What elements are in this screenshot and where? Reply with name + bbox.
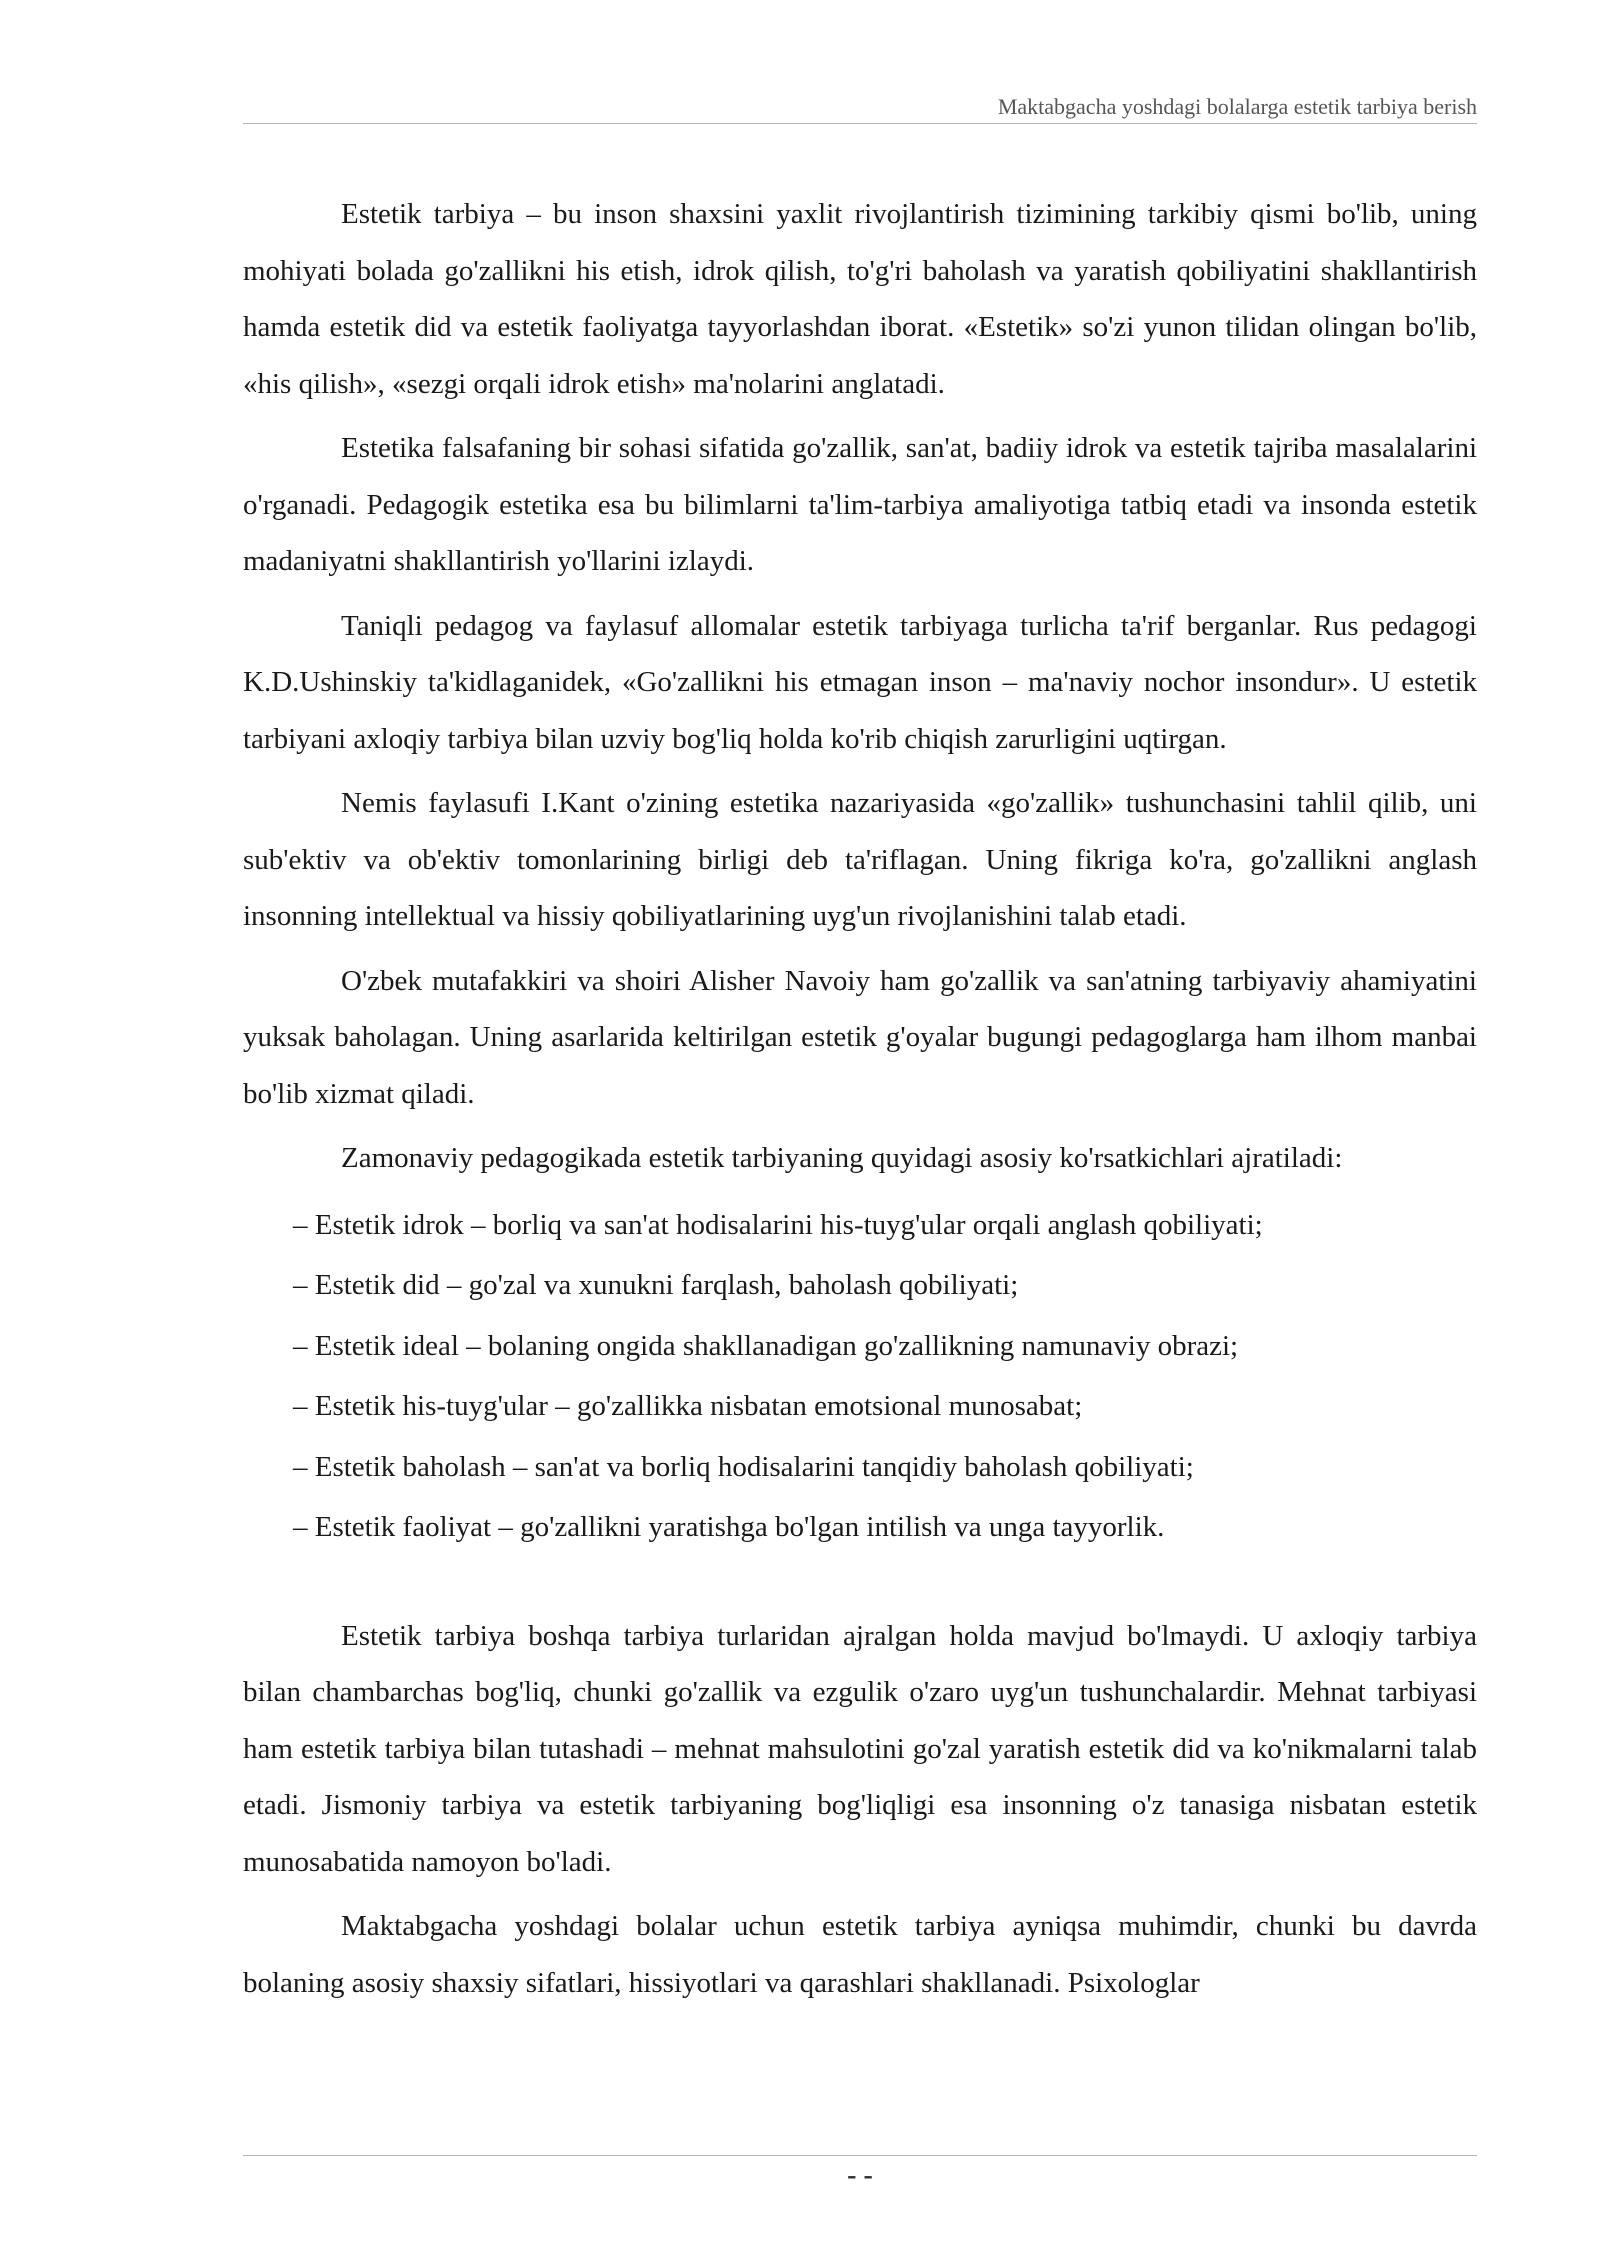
running-header: Maktabgacha yoshdagi bolalarga estetik tarbiya berish	[997, 94, 1477, 119]
list-item: – Estetik did – go'zal va xunukni farqlash, baholash qobiliyati;	[293, 1269, 1019, 1301]
footer-divider	[243, 2155, 1477, 2156]
blank-line	[243, 1566, 1477, 1608]
page-number: - -	[847, 2160, 873, 2191]
page-body	[243, 186, 1477, 2019]
list-item: – Estetik ideal – bolaning ongida shakllanadigan go'zallikning namunaviy obrazi;	[293, 1329, 1239, 1362]
paragraph: Estetika falsafaning bir sohasi sifatida go'zallik, san'at, badiiy idrok va estetik tajriba masalalarini o'rganadi. Pedagogik estetika esa bu bilimlarni ta'lim-tarbiya amaliyotiga tatbiq etadi va insonda estetik madaniyatni shakllantirish yo'llarini izlaydi.	[243, 432, 1477, 577]
list-intro-paragraph: Zamonaviy pedagogikada estetik tarbiyaning quyidagi asosiy ko'rsatkichlari ajratiladi:	[341, 1142, 1343, 1174]
header-divider	[243, 123, 1477, 124]
list-item: – Estetik his-tuyg'ular – go'zallikka nisbatan emotsional munosabat;	[293, 1390, 1083, 1422]
list-item: – Estetik baholash – san'at va borliq hodisalarini tanqidiy baholash qobiliyati;	[293, 1450, 1194, 1483]
paragraph: Maktabgacha yoshdagi bolalar uchun estetik tarbiya ayniqsa muhimdir, chunki bu davrda bolaning asosiy shaxsiy sifatlari, hissiyotlari va qarashlari shakllanadi. Psixologlar	[243, 1910, 1477, 1999]
paragraph: Taniqli pedagog va faylasuf allomalar estetik tarbiyaga turlicha ta'rif berganlar. Rus pedagogi K.D.Ushinskiy ta'kidlaganidek, «Go'zallikni his etmagan inson – ma'naviy nochor insondur». U estetik tarbiyani axloqiy tarbiya bilan uzviy bog'liq holda ko'rib chiqish zarurligini uqtirgan.	[243, 609, 1477, 755]
paragraph: Nemis faylasufi I.Kant o'zining estetika nazariyasida «go'zallik» tushunchasini tahlil qilib, uni sub'ektiv va ob'ektiv tomonlarining birligi deb ta'riflagan. Uning fikriga ko'ra, go'zallikni anglash insonning intellektual va hissiy qobiliyatlarining uyg'un rivojlanishini talab etadi.	[243, 787, 1477, 932]
paragraph: O'zbek mutafakkiri va shoiri Alisher Navoiy ham go'zallik va san'atning tarbiyaviy ahamiyatini yuksak baholagan. Uning asarlarida keltirilgan estetik g'oyalar bugungi pedagoglarga ham ilhom manbai bo'lib xizmat qiladi.	[243, 964, 1477, 1110]
paragraph: Estetik tarbiya – bu inson shaxsini yaxlit rivojlantirish tizimining tarkibiy qismi bo'lib, uning mohiyati bolada go'zallikni his etish, idrok qilish, to'g'ri baholash va yaratish qobiliyatini shakllantirish hamda estetik did va estetik faoliyatga tayyorlashdan iborat. «Estetik» so'zi yunon tilidan olingan bo'lib, «his qilish», «sezgi orqali idrok etish» ma'nolarini anglatadi.	[243, 198, 1477, 400]
list-item: – Estetik idrok – borliq va san'at hodisalarini his-tuyg'ular orqali anglash qobiliyati;	[293, 1208, 1263, 1241]
list-item: – Estetik faoliyat – go'zallikni yaratishga bo'lgan intilish va unga tayyorlik.	[293, 1511, 1165, 1543]
paragraph: Estetik tarbiya boshqa tarbiya turlaridan ajralgan holda mavjud bo'lmaydi. U axloqiy tarbiya bilan chambarchas bog'liq, chunki go'zallik va ezgulik o'zaro uyg'un tushunchalardir. Mehnat tarbiyasi ham estetik tarbiya bilan tutashadi – mehnat mahsulotini go'zal yaratish estetik did va ko'nikmalarni talab etadi. Jismoniy tarbiya va estetik tarbiyaning bog'liqligi esa insonning o'z tanasiga nisbatan estetik munosabatida namoyon bo'ladi.	[243, 1619, 1477, 1878]
indicator-list	[243, 1195, 1477, 1558]
